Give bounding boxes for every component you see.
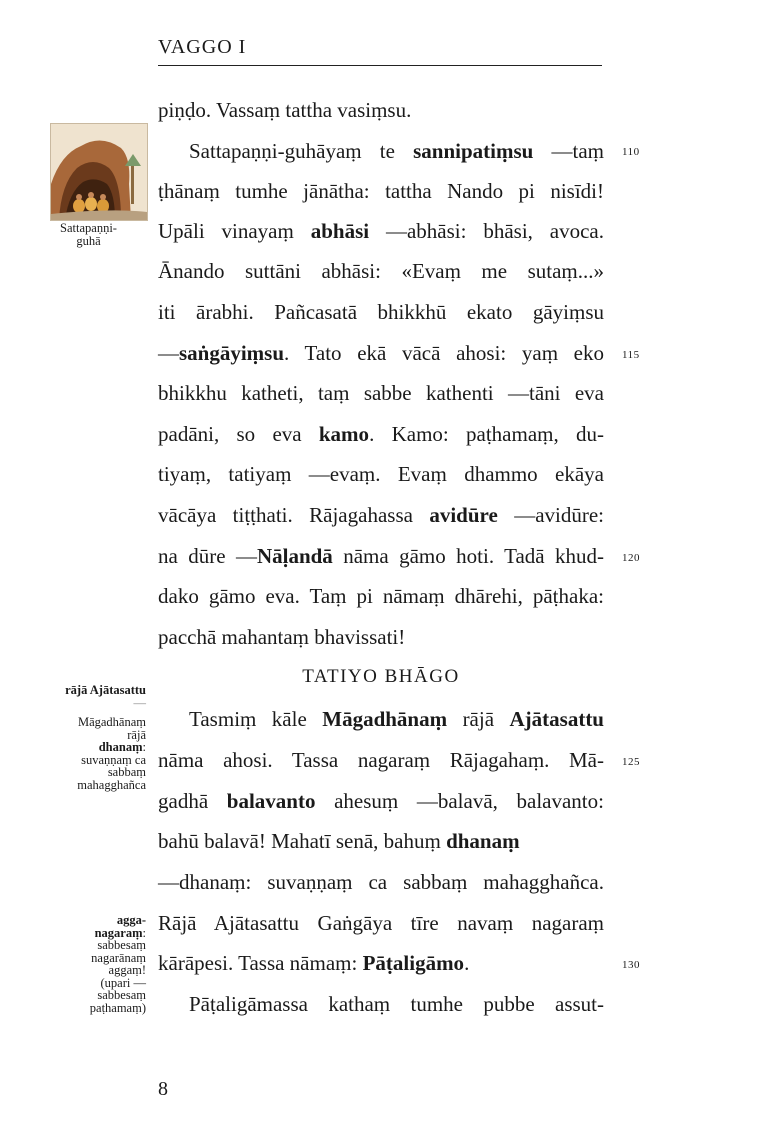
- text-line-12: na dūre —Nāḷandā nāma gāmo hoti. Tadā khud-: [158, 544, 604, 568]
- text-line-10: tiyaṃ, tatiyaṃ —evaṃ. Evaṃ dhammo ekāya: [158, 462, 604, 486]
- text-line-13: dako gāmo eva. Taṃ pi nāmaṃ dhārehi, pāṭhaka:: [158, 584, 604, 608]
- text-line-14: pacchā mahantaṃ bhavissati!: [158, 625, 406, 649]
- text-line-8: bhikkhu katheti, taṃ sabbe kathenti —tāni eva: [158, 381, 604, 405]
- text-line-7: —saṅgāyiṃsu. Tato ekā vācā ahosi: yaṃ eko: [158, 341, 604, 365]
- term-ajatasattu: Ajātasattu: [509, 707, 604, 731]
- text-line-16: nāma ahosi. Tassa nagaraṃ Rājagahaṃ. Mā-: [158, 748, 604, 772]
- page-number: 8: [158, 1078, 168, 1100]
- term-sannipatimsu: sannipatiṃsu: [413, 139, 534, 163]
- text-line-20: Rājā Ajātasattu Gaṅgāya tīre navaṃ nagaraṃ: [158, 911, 604, 935]
- term-magadhanam: Māgadhānaṃ: [322, 707, 448, 731]
- running-header: [158, 36, 602, 66]
- text-line-15: Tasmiṃ kāle Māgadhānaṃ rājā Ajātasattu: [189, 707, 604, 731]
- text-line-18: bahū balavā! Mahatī senā, bahuṃ dhanaṃ: [158, 829, 520, 853]
- term-kamo: kamo: [318, 422, 370, 446]
- line-number: 110: [622, 146, 640, 158]
- term-pataligamo: Pāṭaligāmo: [362, 951, 465, 975]
- text-line-11: vācāya tiṭṭhati. Rājagahassa avidūre —avidūre:: [158, 503, 604, 527]
- running-header-title: VAGGO I: [158, 36, 247, 58]
- term-nalanda: Nāḷandā: [256, 544, 333, 568]
- sidenote-agganagaram: agga- nagaraṃ: sabbesaṃ nagarānaṃ aggaṃ! (upari — sabbesaṃ paṭhamaṃ): [89, 913, 146, 1015]
- text-line-17: gadhā balavanto ahesuṃ —balavā, balavanto:: [158, 789, 604, 813]
- term-avidure: avidūre: [429, 503, 498, 527]
- line-number: 115: [622, 349, 640, 361]
- cave-illustration: [50, 123, 148, 221]
- line-number: 130: [622, 959, 640, 971]
- line-number: 125: [622, 756, 640, 768]
- term-balavanto: balavanto: [226, 789, 316, 813]
- text-line-5: Ānando suttāni abhāsi: «Evaṃ me sutaṃ...»: [158, 259, 604, 283]
- sidenote-magadhanam: Māgadhānaṃ rājā dhanaṃ: suvaṇṇaṃ ca sabbaṃ mahagghañca: [77, 715, 146, 792]
- line-number: 120: [622, 552, 640, 564]
- term-sangayimsu: saṅgāyiṃsu: [179, 341, 285, 365]
- text-line-9: padāni, so eva kamo. Kamo: paṭhamaṃ, du-: [158, 422, 604, 446]
- text-line-22: Pāṭaligāmassa kathaṃ tumhe pubbe assut-: [189, 992, 604, 1016]
- text-line-4: Upāli vinayaṃ abhāsi —abhāsi: bhāsi, avoca.: [158, 219, 604, 243]
- sidenote-raja: rājā Ajātasattu —: [65, 683, 146, 710]
- text-line-1: piṇḍo. Vassaṃ tattha vasiṃsu.: [158, 98, 412, 122]
- text-line-3: ṭhānaṃ tumhe jānātha: tattha Nando pi nisīdi!: [158, 179, 604, 203]
- section-heading: TATIYO BHĀGO: [302, 666, 460, 687]
- text-line-19: —dhanaṃ: suvaṇṇaṃ ca sabbaṃ mahagghañca.: [158, 870, 604, 894]
- term-abhasi: abhāsi: [310, 219, 370, 243]
- text-line-21: kārāpesi. Tassa nāmaṃ: Pāṭaligāmo.: [158, 951, 470, 975]
- picture-caption: Sattapaṇṇi- guhā: [60, 221, 117, 248]
- text-line-2: Sattapaṇṇi-guhāyaṃ te sannipatiṃsu —taṃ: [189, 139, 604, 163]
- term-dhanam: dhanaṃ: [446, 829, 520, 853]
- text-line-6: iti ārabhi. Pañcasatā bhikkhū ekato gāyiṃsu: [158, 300, 604, 324]
